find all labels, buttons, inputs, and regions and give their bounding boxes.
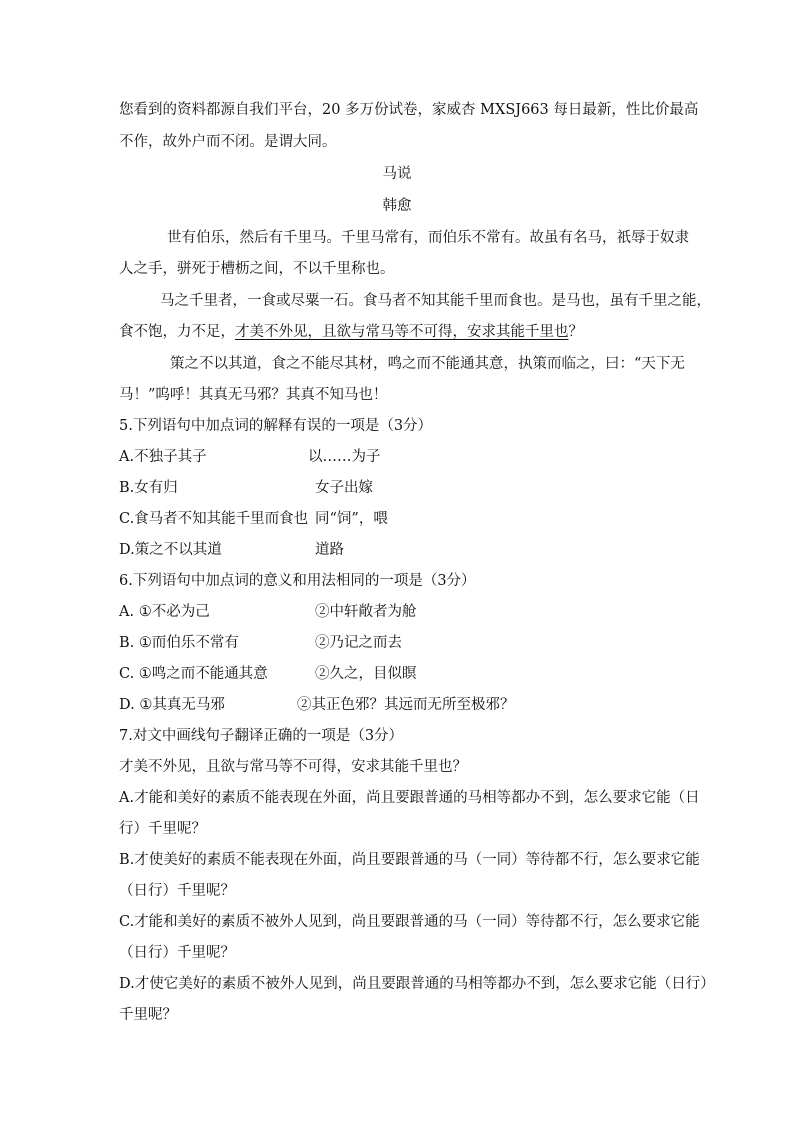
q7-option-d-line1: D.才使它美好的素质不被外人见到，尚且要跟普通的马相等都办不到，怎么要求它能（日行） [119, 976, 715, 992]
q6-option-c [119, 664, 679, 684]
p2-pre-text: 食不饱，力不足， [119, 324, 235, 340]
q6-option-d-right: ②其正色邪？其远而无所至极邪？ [297, 697, 515, 713]
q5-option-a-gloss: 以……为子 [308, 449, 381, 465]
passage-p2-line1: 马之千里者，一食或尽粟一石。食马者不知其能千里而食也。是马也，虽有千里之能， [160, 293, 711, 309]
q6-option-c-left: C. ①鸣之而不能通其意 [119, 666, 268, 682]
q7-option-c-line2: （日行）千里呢？ [119, 945, 235, 961]
q5-option-d-gloss: 道路 [315, 542, 344, 558]
previous-text-tail: 不作，故外户而不闭。是谓大同。 [119, 134, 337, 150]
q7-option-b-line1: B.才使美好的素质不能表现在外面，尚且要跟普通的马（一同）等待都不行，怎么要求它能 [119, 852, 700, 868]
q5-option-b-text: B.女有归 [119, 480, 178, 496]
passage-p2-line2 [119, 322, 679, 342]
q5-option-a [119, 447, 679, 467]
q5-option-c-gloss: 同“饲”，喂 [315, 511, 388, 527]
p2-post-text: ？ [568, 324, 583, 340]
passage-title: 马说 [382, 166, 412, 182]
q5-stem: 5.下列语句中加点词的解释有误的一项是（3分） [119, 418, 433, 434]
passage-p3-line1: 策之不以其道，食之不能尽其材，鸣之而不能通其意，执策而临之，曰：“天下无 [170, 356, 685, 372]
passage-p3-line2: 马！”呜呼！其真无马邪？其真不知马也！ [119, 387, 388, 403]
q7-option-a-line1: A.才能和美好的素质不能表现在外面，尚且要跟普通的马相等都办不到，怎么要求它能（日 [119, 790, 700, 806]
q7-sentence: 才美不外见，且欲与常马等不可得，安求其能千里也？ [119, 759, 467, 775]
q5-option-d [119, 540, 679, 560]
q6-option-a-right: ②中轩敞者为舱 [315, 604, 417, 620]
q6-option-a-left: A. ①不必为己 [119, 604, 210, 620]
header-notice: 您看到的资料都源自我们平台，20 多万份试卷，家威杏 MXSJ663 每日最新，性比价最高 [119, 102, 699, 118]
q5-option-d-text: D.策之不以其道 [119, 542, 222, 558]
q7-option-c-line1: C.才能和美好的素质不被外人见到，尚且要跟普通的马（一同）等待都不行，怎么要求它能 [119, 914, 700, 930]
q7-option-b-line2: （日行）千里呢？ [119, 883, 235, 899]
q6-option-b-right: ②乃记之而去 [315, 635, 402, 651]
passage-p1-line1: 世有伯乐，然后有千里马。千里马常有，而伯乐不常有。故虽有名马，祇辱于奴隶 [167, 230, 689, 246]
q6-option-d-left: D. ①其真无马邪 [119, 697, 225, 713]
q7-option-d-line2: 千里呢？ [119, 1007, 177, 1023]
q5-option-b-gloss: 女子出嫁 [315, 480, 373, 496]
q5-option-b [119, 478, 679, 498]
passage-author: 韩愈 [382, 198, 412, 214]
q6-option-d [119, 695, 679, 715]
q5-option-c [119, 509, 679, 529]
q5-option-c-text: C.食马者不知其能千里而食也 [119, 511, 309, 527]
q7-option-a-line2: 行）千里呢？ [119, 821, 206, 837]
underlined-sentence: 才美不外见，且欲与常马等不可得，安求其能千里也 [235, 324, 569, 340]
passage-p1-line2: 人之手，骈死于槽枥之间，不以千里称也。 [119, 261, 395, 277]
q6-option-b [119, 633, 679, 653]
q6-option-a [119, 602, 679, 622]
q6-option-b-left: B. ①而伯乐不常有 [119, 635, 239, 651]
q7-stem: 7.对文中画线句子翻译正确的一项是（3分） [119, 728, 404, 744]
q5-option-a-text: A.不独子其子 [119, 449, 207, 465]
q6-stem: 6.下列语句中加点词的意义和用法相同的一项是（3分） [119, 573, 476, 589]
q6-option-c-right: ②久之，目似瞑 [315, 666, 417, 682]
